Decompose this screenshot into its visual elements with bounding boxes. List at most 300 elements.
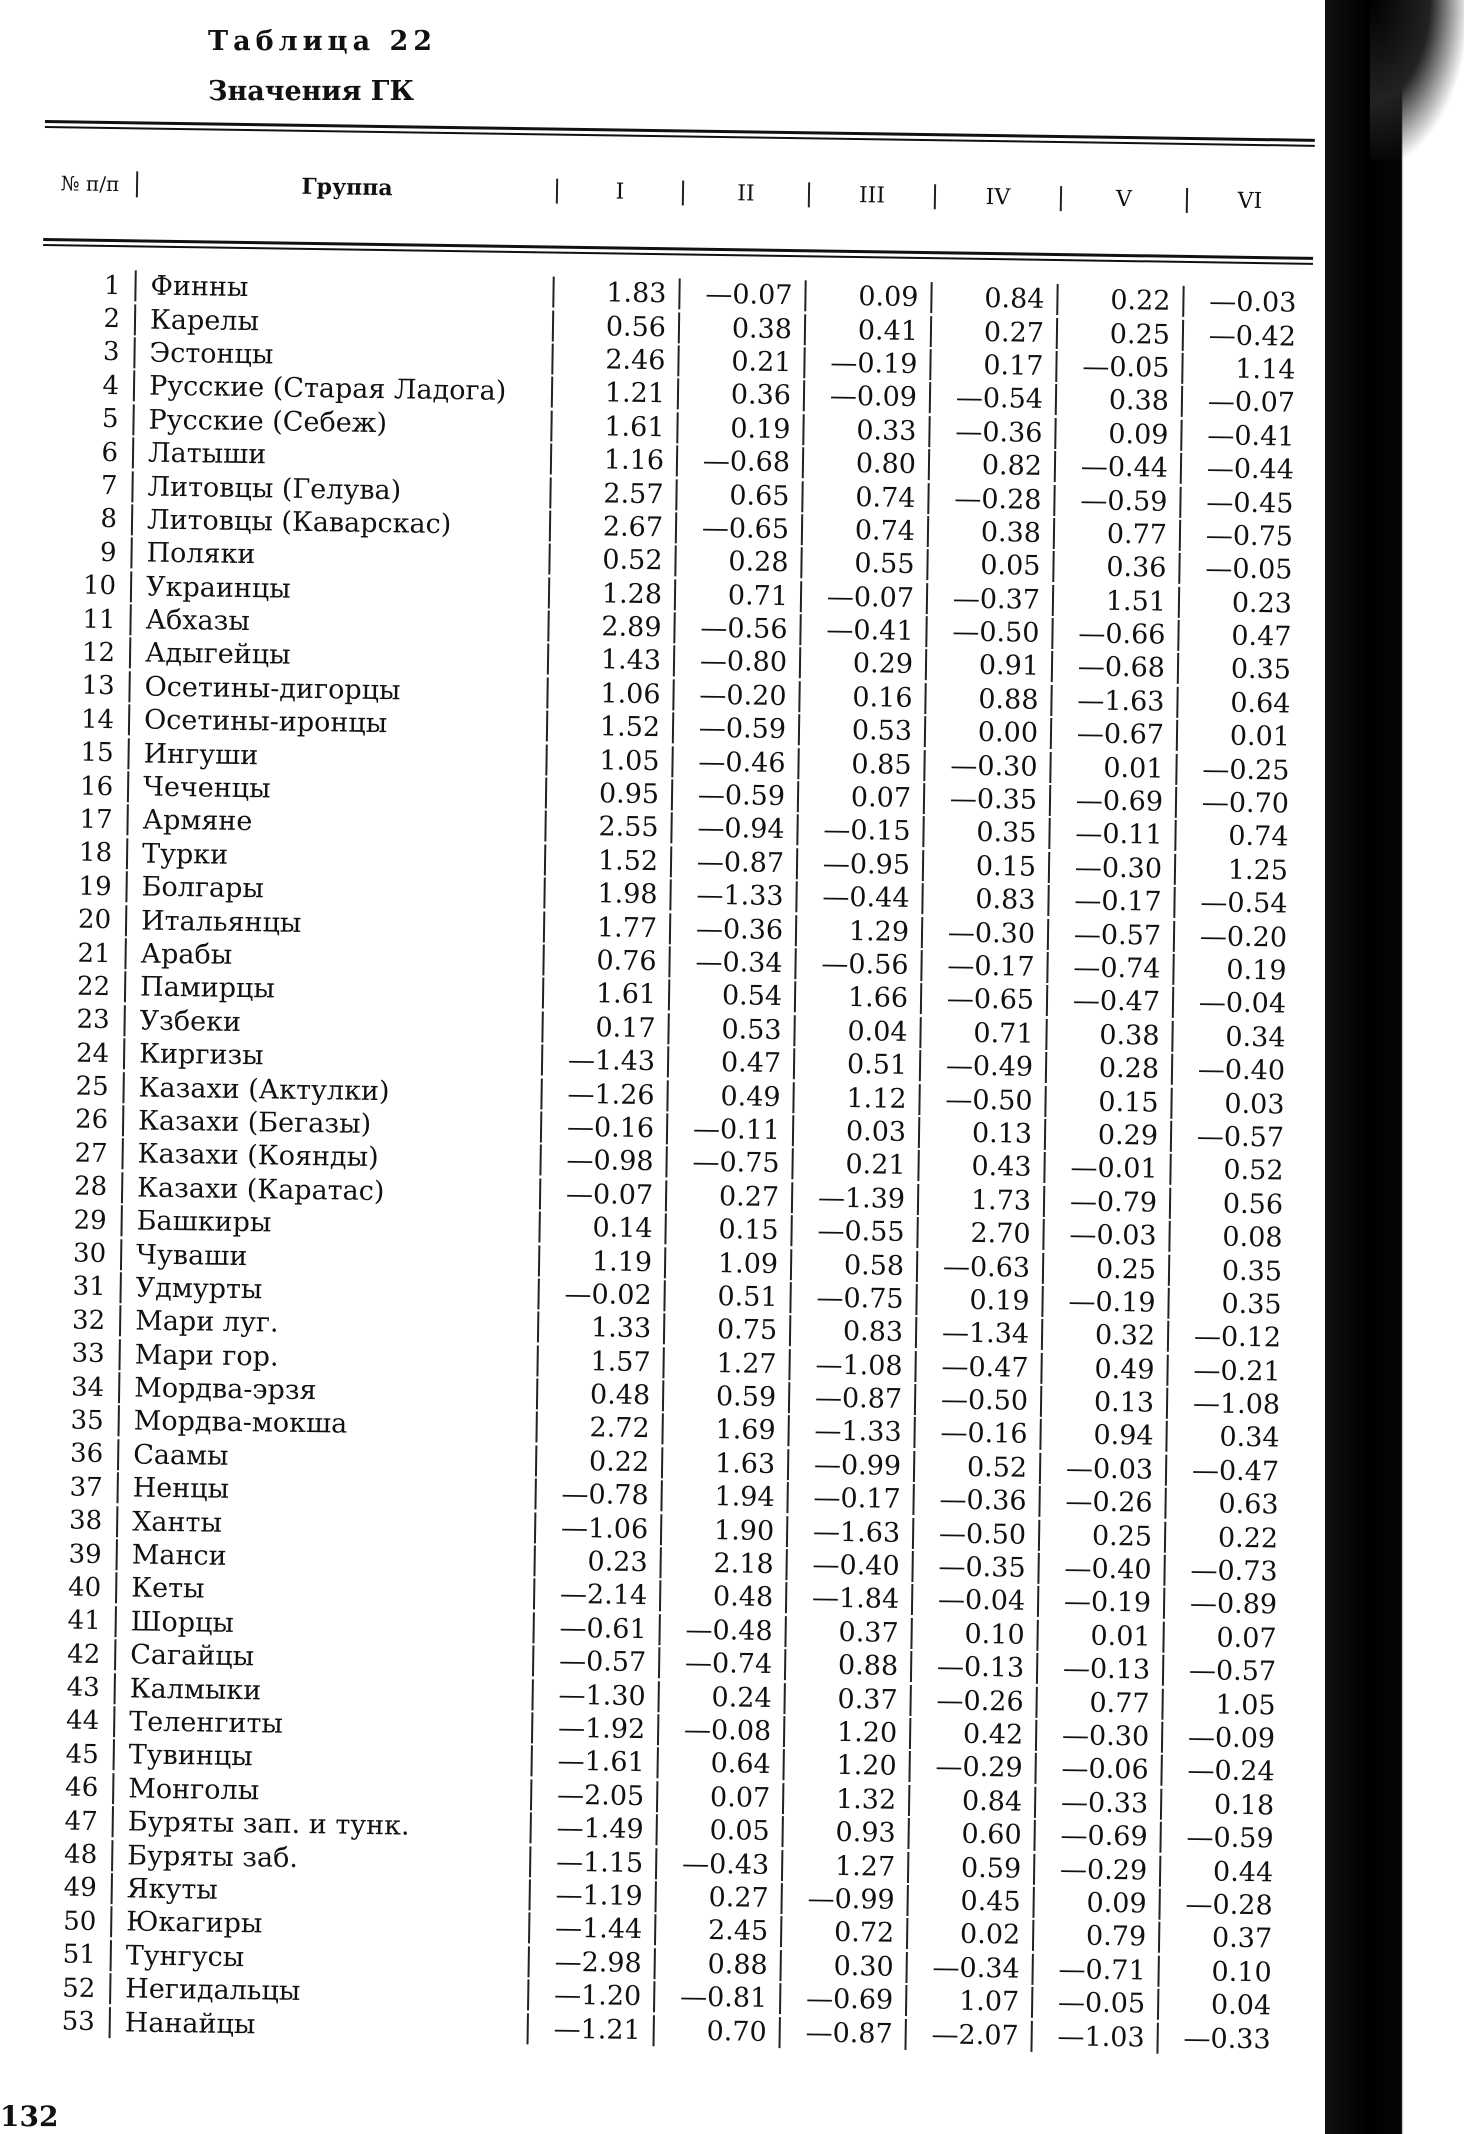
row-number: 49 [63, 1872, 97, 1904]
header-pc-3: III [808, 182, 934, 209]
value-pc-3: 1.27 [781, 1850, 907, 1883]
value-pc-2: 0.88 [653, 1948, 779, 1981]
value-pc-4: —0.49 [919, 1050, 1045, 1083]
value-pc-6: 0.22 [1164, 1521, 1290, 1554]
group-name: Ненцы [116, 1472, 534, 1509]
value-pc-1: 1.06 [546, 677, 672, 710]
value-pc-3: 1.66 [794, 982, 920, 1015]
value-pc-2: 0.51 [663, 1280, 789, 1313]
value-pc-2: 0.64 [656, 1748, 782, 1781]
row-number: 12 [81, 637, 116, 669]
value-pc-2: 1.09 [664, 1247, 790, 1280]
group-name: Казахи (Бегазы) [122, 1105, 540, 1142]
row-number: 34 [70, 1372, 105, 1403]
value-pc-1: 1.77 [543, 911, 669, 944]
value-pc-3: —0.87 [788, 1382, 914, 1415]
value-pc-4: —0.28 [927, 483, 1053, 516]
value-pc-3: 0.58 [790, 1249, 916, 1282]
value-pc-2: 1.90 [660, 1514, 786, 1547]
value-pc-5: —0.44 [1054, 451, 1180, 484]
value-pc-4: —0.37 [926, 583, 1052, 616]
value-pc-5: —0.11 [1048, 818, 1174, 851]
value-pc-3: —0.09 [803, 381, 929, 414]
value-pc-5: —0.74 [1046, 952, 1172, 985]
value-pc-4: —0.63 [916, 1251, 1042, 1284]
row-number: 36 [69, 1438, 104, 1470]
row-number: 52 [61, 1973, 96, 2004]
value-pc-3: 1.29 [795, 915, 921, 948]
value-pc-3: 0.74 [801, 481, 927, 514]
value-pc-3: —0.95 [796, 848, 922, 881]
value-pc-6: —0.57 [1162, 1655, 1288, 1688]
group-name: Памирцы [124, 972, 542, 1009]
value-pc-3: —0.07 [800, 581, 926, 614]
value-pc-2: 2.45 [654, 1915, 780, 1948]
group-name: Тунгусы [110, 1940, 528, 1977]
value-pc-2: —0.74 [658, 1647, 784, 1680]
value-pc-6: —0.28 [1158, 1889, 1284, 1922]
value-pc-1: —1.30 [531, 1679, 657, 1712]
value-pc-2: 0.27 [665, 1180, 791, 1213]
value-pc-6: —0.20 [1173, 920, 1299, 953]
value-pc-1: 1.61 [550, 410, 676, 443]
row-number: 23 [76, 1004, 110, 1036]
value-pc-4: —0.30 [923, 750, 1049, 783]
value-pc-4: 0.52 [913, 1451, 1039, 1484]
value-pc-4: 0.84 [930, 282, 1056, 315]
row-number: 16 [79, 771, 114, 802]
row-number: 20 [77, 904, 112, 936]
value-pc-4: 0.05 [926, 549, 1052, 582]
value-pc-1: —0.57 [532, 1646, 658, 1679]
row-number: 43 [66, 1672, 100, 1704]
value-pc-4: —0.26 [909, 1685, 1035, 1718]
value-pc-5: 0.01 [1049, 752, 1175, 785]
value-pc-1: 0.14 [538, 1212, 664, 1245]
value-pc-5: 0.79 [1032, 1920, 1158, 1953]
value-pc-2: 0.05 [655, 1814, 781, 1847]
row-number: 5 [101, 404, 119, 435]
value-pc-4: 0.84 [908, 1785, 1034, 1818]
value-pc-4: —0.36 [912, 1484, 1038, 1517]
group-name: Киргизы [123, 1038, 541, 1075]
group-name: Украинцы [130, 571, 548, 608]
header-pc-2: II [682, 180, 808, 207]
value-pc-1: —0.02 [537, 1278, 663, 1311]
value-pc-1: 1.05 [545, 744, 671, 777]
value-pc-1: —1.15 [529, 1846, 655, 1879]
row-number: 25 [75, 1071, 109, 1103]
value-pc-4: 0.27 [930, 316, 1056, 349]
row-number: 21 [77, 938, 111, 969]
value-pc-3: 0.33 [802, 414, 928, 447]
value-pc-1: 2.57 [549, 477, 675, 510]
value-pc-4: —0.50 [925, 616, 1051, 649]
value-pc-6: —0.59 [1159, 1822, 1285, 1855]
page-number: 132 [0, 2100, 59, 2133]
value-pc-5: —0.67 [1050, 718, 1176, 751]
group-name: Негидальцы [109, 1973, 527, 2010]
group-name: Мордва-эрзя [118, 1372, 536, 1409]
value-pc-6: 0.64 [1176, 687, 1302, 720]
value-pc-2: —0.68 [676, 446, 802, 479]
value-pc-4: 1.73 [917, 1184, 1043, 1217]
row-number: 31 [72, 1271, 106, 1303]
value-pc-3: —0.15 [796, 815, 922, 848]
value-pc-3: —0.40 [785, 1549, 911, 1582]
value-pc-6: 0.23 [1178, 587, 1304, 620]
value-pc-5: 0.38 [1055, 384, 1181, 417]
value-pc-2: 0.53 [667, 1013, 793, 1046]
row-number: 24 [75, 1038, 110, 1069]
value-pc-1: —2.05 [530, 1779, 656, 1812]
value-pc-6: —0.03 [1182, 286, 1308, 319]
value-pc-2: —0.59 [672, 713, 798, 746]
book-binding-shadow-top [1370, 0, 1464, 160]
group-name: Мари гор. [118, 1339, 536, 1376]
value-pc-3: —1.39 [791, 1182, 917, 1215]
value-pc-5: 0.25 [1056, 318, 1182, 351]
value-pc-5: 0.38 [1045, 1019, 1171, 1052]
value-pc-6: 0.03 [1170, 1087, 1296, 1120]
value-pc-6: 0.18 [1160, 1788, 1286, 1821]
value-pc-2: 0.15 [664, 1213, 790, 1246]
row-number: 13 [81, 670, 115, 702]
value-pc-4: —0.35 [911, 1551, 1037, 1584]
table-caption: Таблица 22 [208, 26, 438, 57]
value-pc-1: 1.21 [551, 377, 677, 410]
value-pc-5: —0.30 [1035, 1720, 1161, 1753]
value-pc-6: 1.05 [1161, 1688, 1287, 1721]
value-pc-2: 0.28 [674, 546, 800, 579]
row-number: 29 [73, 1205, 107, 1236]
value-pc-2: —0.08 [657, 1714, 783, 1747]
group-name: Итальянцы [125, 905, 543, 942]
value-pc-4: —0.50 [912, 1518, 1038, 1551]
group-name: Юкагиры [110, 1906, 528, 1943]
table-header [43, 128, 1314, 257]
value-pc-1: 0.23 [533, 1545, 659, 1578]
value-pc-3: —0.87 [778, 2017, 904, 2050]
value-pc-6: —0.21 [1166, 1354, 1292, 1387]
value-pc-4: 0.88 [924, 683, 1050, 716]
value-pc-4: —1.34 [915, 1317, 1041, 1350]
value-pc-5: —0.06 [1034, 1753, 1160, 1786]
value-pc-3: 0.55 [800, 548, 926, 581]
value-pc-5: 0.36 [1052, 551, 1178, 584]
value-pc-4: 1.07 [905, 1985, 1031, 2018]
group-name: Финны [134, 271, 552, 308]
value-pc-5: —0.33 [1034, 1787, 1160, 1820]
value-pc-2: 0.70 [652, 2015, 778, 2048]
value-pc-5: 0.77 [1053, 518, 1179, 551]
value-pc-2: 0.65 [675, 479, 801, 512]
value-pc-2: 0.49 [666, 1080, 792, 1113]
group-name: Нанайцы [109, 2007, 527, 2044]
value-pc-3: 0.83 [789, 1315, 915, 1348]
value-pc-2: 0.71 [674, 579, 800, 612]
row-number: 37 [69, 1472, 103, 1503]
value-pc-4: 0.42 [909, 1718, 1035, 1751]
group-name: Ингуши [127, 738, 545, 775]
value-pc-4: 0.02 [906, 1918, 1032, 1951]
group-name: Армяне [126, 805, 544, 842]
value-pc-1: 1.61 [542, 978, 668, 1011]
group-name: Эстонцы [133, 337, 551, 374]
value-pc-3: 0.88 [784, 1649, 910, 1682]
group-name: Латыши [132, 437, 550, 474]
value-pc-3: —1.63 [786, 1516, 912, 1549]
group-name: Манси [115, 1539, 533, 1576]
value-pc-3: —0.55 [790, 1215, 916, 1248]
group-name: Якуты [111, 1873, 529, 1910]
value-pc-5: —0.79 [1043, 1186, 1169, 1219]
group-name: Русские (Себеж) [132, 404, 550, 441]
value-pc-6: 0.04 [1157, 1989, 1283, 2022]
value-pc-1: —1.21 [527, 2013, 653, 2046]
value-pc-5: —0.13 [1036, 1653, 1162, 1686]
row-number: 39 [68, 1539, 102, 1570]
group-name: Болгары [125, 872, 543, 909]
value-pc-2: 0.48 [659, 1581, 785, 1614]
group-name: Мордва-мокша [117, 1406, 535, 1443]
row-number: 32 [71, 1305, 106, 1336]
value-pc-6: —0.09 [1161, 1722, 1287, 1755]
value-pc-5: 0.32 [1041, 1319, 1167, 1352]
value-pc-4: —0.29 [908, 1751, 1034, 1784]
group-name: Осетины-иронцы [128, 705, 546, 742]
row-number: 27 [74, 1138, 108, 1169]
row-number: 46 [64, 1772, 99, 1804]
table-title: Значения ГК [208, 76, 415, 107]
value-pc-2: —0.43 [655, 1848, 781, 1881]
group-name: Осетины-дигорцы [128, 671, 546, 708]
group-name: Башкиры [120, 1205, 538, 1242]
value-pc-5: 0.09 [1032, 1887, 1158, 1920]
value-pc-4: —0.34 [905, 1952, 1031, 1985]
value-pc-6: 0.19 [1172, 954, 1298, 987]
value-pc-3: —0.44 [795, 881, 921, 914]
group-name: Чеченцы [127, 771, 545, 808]
value-pc-1: 1.43 [547, 644, 673, 677]
group-name: Казахи (Актулки) [122, 1072, 540, 1109]
value-pc-1: 1.52 [546, 711, 672, 744]
value-pc-6: 0.74 [1174, 820, 1300, 853]
value-pc-4: 0.38 [927, 516, 1053, 549]
value-pc-6: —0.89 [1163, 1588, 1289, 1621]
value-pc-3: 0.30 [779, 1950, 905, 1983]
group-name: Ханты [116, 1506, 534, 1543]
value-pc-4: —0.35 [923, 783, 1049, 816]
value-pc-1: —1.49 [529, 1813, 655, 1846]
value-pc-1: 0.48 [536, 1379, 662, 1412]
value-pc-2: 0.19 [676, 412, 802, 445]
row-number: 47 [64, 1806, 98, 1837]
value-pc-5: —1.03 [1030, 2020, 1156, 2053]
value-pc-1: 2.67 [549, 510, 675, 543]
value-pc-6: 0.08 [1168, 1221, 1294, 1254]
value-pc-5: —0.69 [1049, 785, 1175, 818]
group-name: Тувинцы [113, 1740, 531, 1777]
value-pc-6: 0.63 [1164, 1488, 1290, 1521]
value-pc-4: —0.65 [920, 983, 1046, 1016]
header-pc-6: VI [1186, 187, 1312, 214]
value-pc-1: 0.95 [545, 778, 671, 811]
value-pc-6: —0.75 [1179, 520, 1305, 553]
value-pc-4: —0.17 [920, 950, 1046, 983]
group-name: Кеты [115, 1573, 533, 1610]
value-pc-3: —0.19 [803, 347, 929, 380]
value-pc-2: 0.27 [654, 1881, 780, 1914]
value-pc-6: 0.07 [1162, 1622, 1288, 1655]
row-number: 7 [100, 470, 118, 502]
value-pc-4: 0.35 [922, 817, 1048, 850]
group-name: Казахи (Коянды) [121, 1139, 539, 1176]
row-number: 6 [101, 437, 119, 468]
row-number: 45 [65, 1739, 99, 1770]
value-pc-6: 1.25 [1174, 854, 1300, 887]
value-pc-1: —1.20 [527, 1979, 653, 2012]
value-pc-1: —2.98 [528, 1946, 654, 1979]
value-pc-6: 0.35 [1168, 1254, 1294, 1287]
value-pc-1: —1.92 [531, 1712, 657, 1745]
value-pc-5: —0.69 [1033, 1820, 1159, 1853]
value-pc-5: —0.30 [1048, 852, 1174, 885]
value-pc-2: —0.46 [671, 746, 797, 779]
value-pc-2: —0.81 [653, 1981, 779, 2014]
value-pc-6: —0.33 [1156, 2022, 1282, 2055]
value-pc-3: 0.09 [804, 280, 930, 313]
value-pc-1: 2.89 [547, 611, 673, 644]
value-pc-1: 0.56 [552, 310, 678, 343]
value-pc-1: —1.61 [530, 1746, 656, 1779]
value-pc-1: 1.16 [550, 444, 676, 477]
value-pc-1: —1.19 [528, 1879, 654, 1912]
value-pc-5: 0.25 [1038, 1520, 1164, 1553]
group-name: Чуваши [120, 1239, 538, 1276]
value-pc-1: 0.52 [548, 544, 674, 577]
row-number: 1 [103, 270, 121, 301]
row-number: 26 [74, 1105, 109, 1136]
row-number: 17 [79, 804, 113, 836]
row-number: 28 [73, 1171, 108, 1203]
row-number: 35 [70, 1405, 104, 1436]
value-pc-5: —0.66 [1051, 618, 1177, 651]
value-pc-4: 0.59 [907, 1852, 1033, 1885]
value-pc-6: 0.37 [1158, 1922, 1284, 1955]
value-pc-3: 1.12 [792, 1082, 918, 1115]
value-pc-2: —0.11 [666, 1113, 792, 1146]
value-pc-3: 1.32 [782, 1783, 908, 1816]
value-pc-4: —0.30 [921, 917, 1047, 950]
value-pc-5: 0.94 [1039, 1419, 1165, 1452]
group-name: Узбеки [123, 1005, 541, 1042]
group-name: Калмыки [114, 1673, 532, 1710]
value-pc-4: —2.07 [904, 2018, 1030, 2051]
value-pc-1: 0.76 [542, 944, 668, 977]
value-pc-6: 1.14 [1181, 353, 1307, 386]
value-pc-3: —0.41 [799, 614, 925, 647]
group-name: Буряты заб. [111, 1840, 529, 1877]
value-pc-3: —0.69 [779, 1983, 905, 2016]
value-pc-4: 0.91 [925, 650, 1051, 683]
value-pc-3: 0.29 [799, 648, 925, 681]
value-pc-3: —1.84 [785, 1583, 911, 1616]
value-pc-1: —0.61 [532, 1612, 658, 1645]
value-pc-5: 0.49 [1040, 1353, 1166, 1386]
value-pc-6: 0.44 [1159, 1855, 1285, 1888]
value-pc-3: 0.37 [783, 1683, 909, 1716]
value-pc-1: 1.57 [536, 1345, 662, 1378]
value-pc-6: 0.34 [1171, 1021, 1297, 1054]
value-pc-4: —0.13 [910, 1651, 1036, 1684]
value-pc-6: 0.56 [1169, 1188, 1295, 1221]
value-pc-2: —0.36 [669, 913, 795, 946]
value-pc-4: —0.16 [913, 1418, 1039, 1451]
value-pc-4: 0.13 [918, 1117, 1044, 1150]
value-pc-3: 0.03 [792, 1115, 918, 1148]
value-pc-3: 0.93 [781, 1816, 907, 1849]
row-number: 11 [82, 604, 116, 635]
value-pc-2: 0.59 [662, 1380, 788, 1413]
value-pc-6: —0.24 [1160, 1755, 1286, 1788]
group-name: Теленгиты [113, 1706, 531, 1743]
value-pc-5: 0.09 [1054, 418, 1180, 451]
value-pc-4: 0.43 [917, 1150, 1043, 1183]
value-pc-3: 0.16 [798, 681, 924, 714]
value-pc-2: —0.65 [675, 512, 801, 545]
value-pc-3: 0.74 [801, 514, 927, 547]
value-pc-6: —0.54 [1173, 887, 1299, 920]
value-pc-6: —0.40 [1171, 1054, 1297, 1087]
value-pc-6: —0.44 [1180, 453, 1306, 486]
group-name: Мари луг. [119, 1306, 537, 1343]
value-pc-1: 2.72 [535, 1412, 661, 1445]
value-pc-6: —0.05 [1178, 553, 1304, 586]
header-pc-4: IV [934, 184, 1060, 211]
value-pc-6: 0.10 [1157, 1955, 1283, 1988]
group-name: Турки [126, 838, 544, 875]
row-number: 18 [78, 837, 113, 869]
group-name: Арабы [124, 938, 542, 975]
row-number: 40 [67, 1572, 102, 1603]
value-pc-2: —0.94 [670, 813, 796, 846]
value-pc-3: 0.04 [793, 1015, 919, 1048]
header-num: № п/п [60, 171, 120, 197]
value-pc-1: 1.83 [552, 277, 678, 310]
value-pc-2: 1.69 [661, 1414, 787, 1447]
value-pc-1: 1.19 [538, 1245, 664, 1278]
value-pc-1: —2.14 [533, 1579, 659, 1612]
value-pc-6: —0.42 [1182, 319, 1308, 352]
group-name: Удмурты [119, 1272, 537, 1309]
value-pc-2: 2.18 [659, 1547, 785, 1580]
value-pc-6: —0.57 [1170, 1121, 1296, 1154]
value-pc-2: 1.27 [662, 1347, 788, 1380]
value-pc-2: 0.24 [657, 1681, 783, 1714]
header-pc-1: I [556, 178, 682, 205]
group-name: Буряты зап. и тунк. [112, 1806, 530, 1843]
value-pc-6: —1.08 [1166, 1388, 1292, 1421]
value-pc-4: —0.50 [914, 1384, 1040, 1417]
value-pc-5: —0.29 [1033, 1853, 1159, 1886]
value-pc-4: —0.47 [914, 1351, 1040, 1384]
value-pc-2: 0.21 [677, 345, 803, 378]
value-pc-1: 2.46 [551, 344, 677, 377]
value-pc-3: 0.41 [804, 314, 930, 347]
value-pc-5: 0.15 [1044, 1086, 1170, 1119]
value-pc-5: —1.63 [1050, 685, 1176, 718]
